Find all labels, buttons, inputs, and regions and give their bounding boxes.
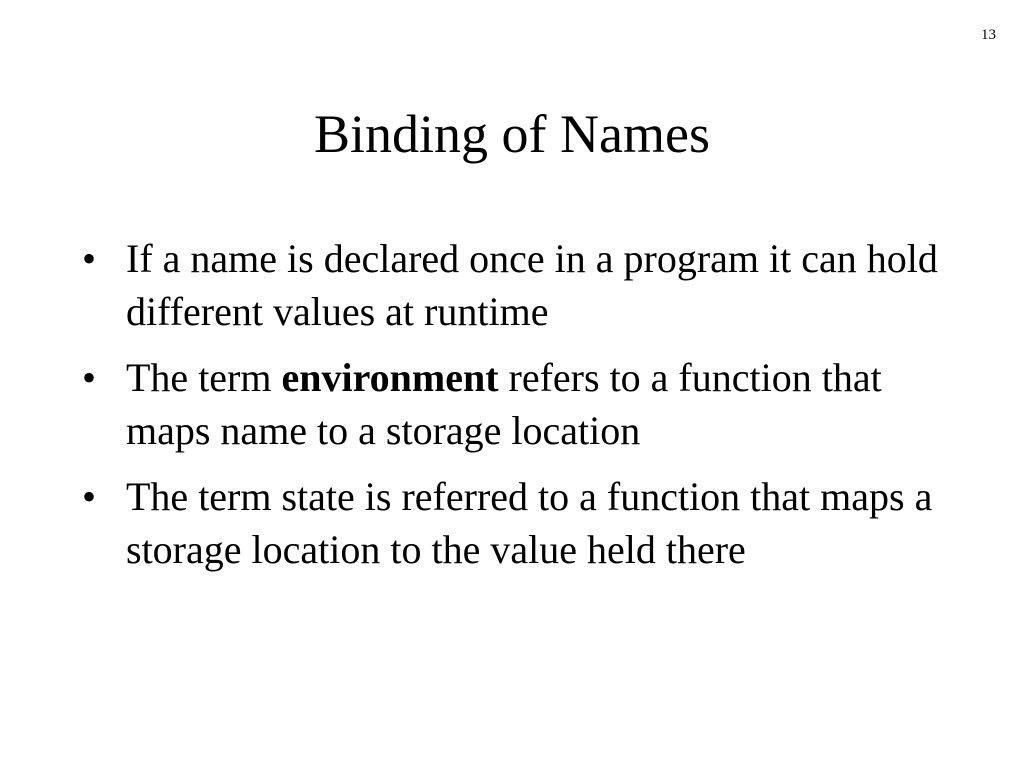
slide-title: Binding of Names [314, 104, 710, 164]
bullet-text-after: refers to a function that maps name to a storage location [126, 355, 882, 453]
bullet-emphasis: environment [281, 355, 499, 400]
bullet-marker: • [82, 355, 97, 400]
bullet-item [82, 470, 942, 576]
bullet-text: The term state is referred to a function that maps a storage location to the value held there [126, 474, 933, 572]
bullet-item [82, 232, 942, 338]
bullet-text: If a name is declared once in a program it can hold different values at runtime [126, 236, 938, 334]
bullet-text-before: The term [126, 355, 282, 400]
bullet-item [82, 351, 942, 457]
page-number: 13 [981, 27, 996, 43]
bullet-list [82, 232, 942, 589]
bullet-marker: • [82, 474, 97, 519]
bullet-marker: • [82, 236, 97, 281]
